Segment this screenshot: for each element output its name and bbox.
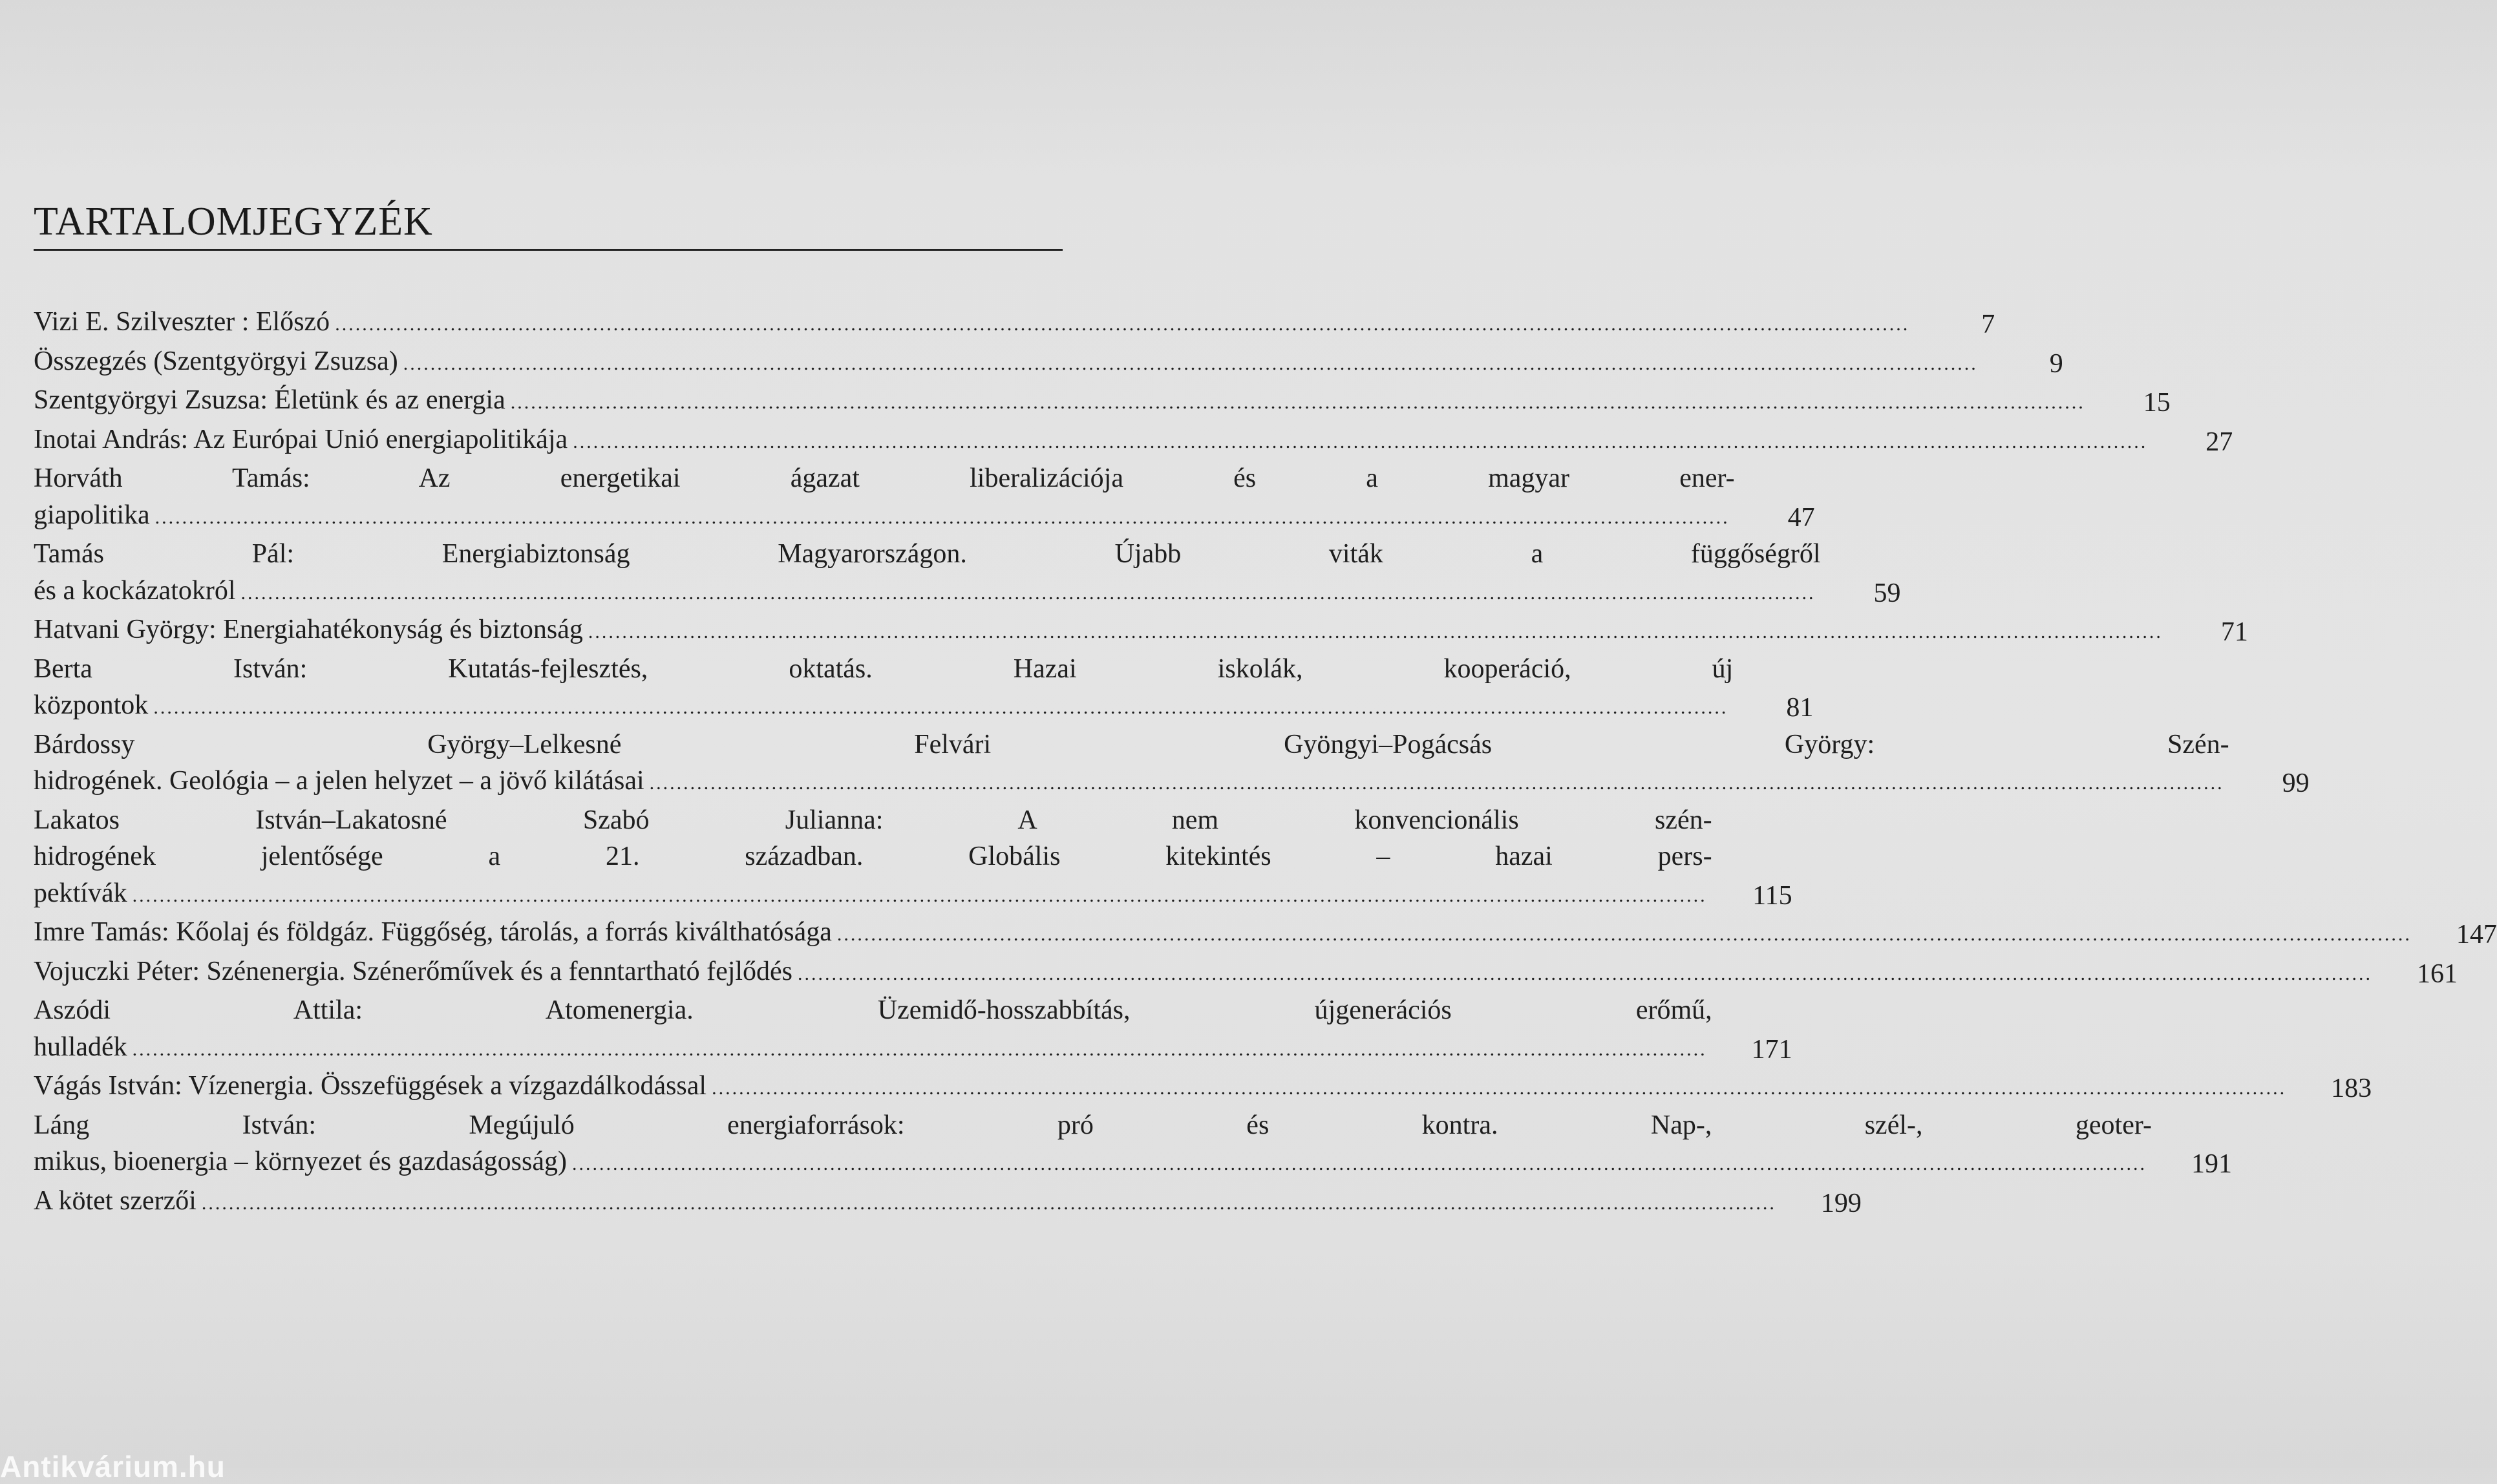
toc-entry-title — [34, 651, 1756, 726]
toc-entry-line: giapolitika — [34, 500, 150, 530]
toc-entry-title — [34, 421, 2176, 461]
toc-entry-title — [34, 1068, 2315, 1107]
table-of-contents — [34, 304, 2497, 1222]
toc-entry-title — [34, 1183, 1805, 1222]
toc-entry-page-number: 191 — [2191, 1149, 2232, 1179]
page-title: TARTALOMJEGYZÉK — [34, 200, 433, 244]
leader-dots — [712, 1070, 2286, 1107]
toc-entry — [34, 460, 1815, 536]
toc-entry-title — [34, 992, 1736, 1068]
toc-entry-line: A kötet szerzői — [34, 1185, 197, 1216]
toc-entry-last-line — [34, 421, 2152, 461]
toc-entry-page-number: 7 — [1981, 310, 1995, 339]
toc-entry — [34, 421, 2233, 461]
toc-entry-line: hidrogének. Geológia – a jelen helyzet – a jövő kilátásai — [34, 766, 644, 796]
toc-entry-line: hidrogének jelentősége a 21. században. Globális kitekintés – hazai pers- — [34, 842, 1712, 871]
toc-entry-page-number: 81 — [1786, 693, 1814, 723]
toc-entry-last-line — [34, 1183, 1781, 1222]
toc-entry-last-line — [34, 611, 2168, 651]
toc-entry-line: Horváth Tamás: Az energetikai ágazat liberalizációja és a magyar ener- — [34, 463, 1735, 493]
toc-entry-line: Imre Tamás: Kőolaj és földgáz. Függőség, tárolás, a forrás kiválthatósága — [34, 917, 832, 947]
leader-dots — [335, 306, 1909, 343]
toc-entry-page-number: 15 — [2143, 388, 2171, 418]
leader-dots — [241, 575, 1816, 612]
toc-entry-last-line — [34, 875, 1712, 915]
toc-entry-line: Lakatos István–Lakatosné Szabó Julianna: A nem konvencionális szén- — [34, 805, 1712, 835]
toc-entry-title — [34, 726, 2253, 802]
toc-entry — [34, 953, 2458, 993]
toc-entry-page-number: 183 — [2331, 1074, 2372, 1103]
toc-entry-last-line — [34, 1068, 2291, 1107]
toc-entry-title — [34, 914, 2440, 953]
toc-entry-line: Szentgyörgyi Zsuzsa: Életünk és az energia — [34, 385, 505, 415]
toc-entry-line: és a kockázatokról — [34, 575, 236, 606]
toc-entry-line: Inotai András: Az Európai Unió energiapolitikája — [34, 424, 568, 454]
toc-entry-title — [34, 343, 2006, 383]
toc-entry-title — [34, 611, 2191, 651]
toc-entry-page-number: 147 — [2456, 920, 2497, 949]
toc-entry — [34, 802, 1792, 915]
toc-entry-line: Összegzés (Szentgyörgyi Zsuzsa) — [34, 346, 398, 376]
toc-entry-last-line — [34, 343, 1983, 383]
toc-entry-line: pektívák — [34, 878, 127, 908]
toc-entry-last-line — [34, 382, 2090, 421]
leader-dots — [798, 956, 2372, 993]
toc-entry — [34, 726, 2310, 802]
toc-entry-page-number: 161 — [2417, 959, 2458, 989]
toc-entry-last-line — [34, 687, 1733, 726]
toc-entry-page-number: 47 — [1787, 502, 1815, 533]
toc-entry-page-number: 171 — [1751, 1034, 1792, 1065]
toc-entry — [34, 536, 1901, 611]
toc-entry-last-line — [34, 763, 2229, 802]
leader-dots — [155, 500, 1730, 536]
leader-dots — [650, 765, 2224, 802]
leader-dots — [403, 346, 1978, 383]
leader-dots — [837, 917, 2412, 953]
toc-entry-title — [34, 304, 1938, 343]
toc-entry-line: hulladék — [34, 1032, 127, 1062]
toc-entry-page-number: 59 — [1873, 578, 1901, 608]
leader-dots — [511, 385, 2085, 421]
toc-entry-title — [34, 536, 1844, 611]
toc-entry-title — [34, 460, 1758, 536]
toc-entry-last-line — [34, 573, 1821, 612]
toc-entry-last-line — [34, 1029, 1712, 1068]
leader-dots — [133, 1032, 1707, 1068]
toc-entry-title — [34, 802, 1736, 915]
toc-entry-line: mikus, bioenergia – környezet és gazdaságosság) — [34, 1147, 567, 1176]
toc-entry-title — [34, 1107, 2175, 1183]
toc-entry-title — [34, 382, 2114, 421]
leader-dots — [153, 690, 1728, 726]
toc-entry — [34, 1107, 2232, 1183]
toc-entry-line: Tamás Pál: Energiabiztonság Magyarországon. Újabb viták a függőségről — [34, 539, 1821, 569]
toc-entry-line: Aszódi Attila: Atomenergia. Üzemidő-hosszabbítás, újgenerációs erőmű, — [34, 995, 1712, 1025]
toc-entry-page-number: 115 — [1752, 880, 1792, 911]
toc-entry — [34, 1183, 1862, 1222]
toc-entry — [34, 992, 1792, 1068]
toc-entry — [34, 651, 1814, 726]
toc-entry — [34, 304, 1995, 343]
leader-dots — [588, 614, 2163, 651]
title-underline — [34, 249, 1063, 251]
leader-dots — [133, 878, 1707, 915]
toc-entry-line: Vágás István: Vízenergia. Összefüggések a vízgazdálkodással — [34, 1071, 707, 1101]
toc-entry-last-line — [34, 1143, 2152, 1183]
toc-entry-title — [34, 953, 2401, 993]
toc-entry-line: központok — [34, 690, 149, 720]
leader-dots — [573, 424, 2147, 461]
toc-entry-page-number: 71 — [2220, 617, 2248, 647]
toc-entry — [34, 611, 2248, 651]
toc-entry-last-line — [34, 953, 2377, 993]
toc-entry-line: Vizi E. Szilveszter : Előszó — [34, 307, 330, 337]
toc-entry — [34, 1068, 2372, 1107]
watermark: Antikvárium.hu — [0, 1450, 226, 1483]
leader-dots — [572, 1146, 2147, 1183]
toc-entry-line: Vojuczki Péter: Szénenergia. Szénerőművek és a fenntartható fejlődés — [34, 956, 793, 986]
leader-dots — [202, 1185, 1776, 1222]
toc-entry — [34, 343, 2063, 383]
toc-entry-page-number: 9 — [2049, 348, 2063, 379]
toc-entry-last-line — [34, 914, 2417, 953]
toc-entry-line: Hatvani György: Energiahatékonyság és biztonság — [34, 615, 583, 644]
toc-entry-page-number: 199 — [1820, 1188, 1862, 1218]
toc-entry-page-number: 27 — [2205, 427, 2233, 457]
toc-entry-last-line — [34, 497, 1735, 536]
toc-entry-last-line — [34, 304, 1915, 343]
toc-entry — [34, 914, 2497, 953]
toc-entry — [34, 382, 2171, 421]
toc-entry-line: Berta István: Kutatás-fejlesztés, oktatás. Hazai iskolák, kooperáció, új — [34, 653, 1734, 684]
toc-entry-page-number: 99 — [2282, 768, 2310, 798]
toc-entry-line: Láng István: Megújuló energiaforrások: pró és kontra. Nap-, szél-, geoter- — [34, 1110, 2152, 1140]
toc-entry-line: Bárdossy György–Lelkesné Felvári Gyöngyi–Pogácsás György: Szén- — [34, 729, 2229, 759]
